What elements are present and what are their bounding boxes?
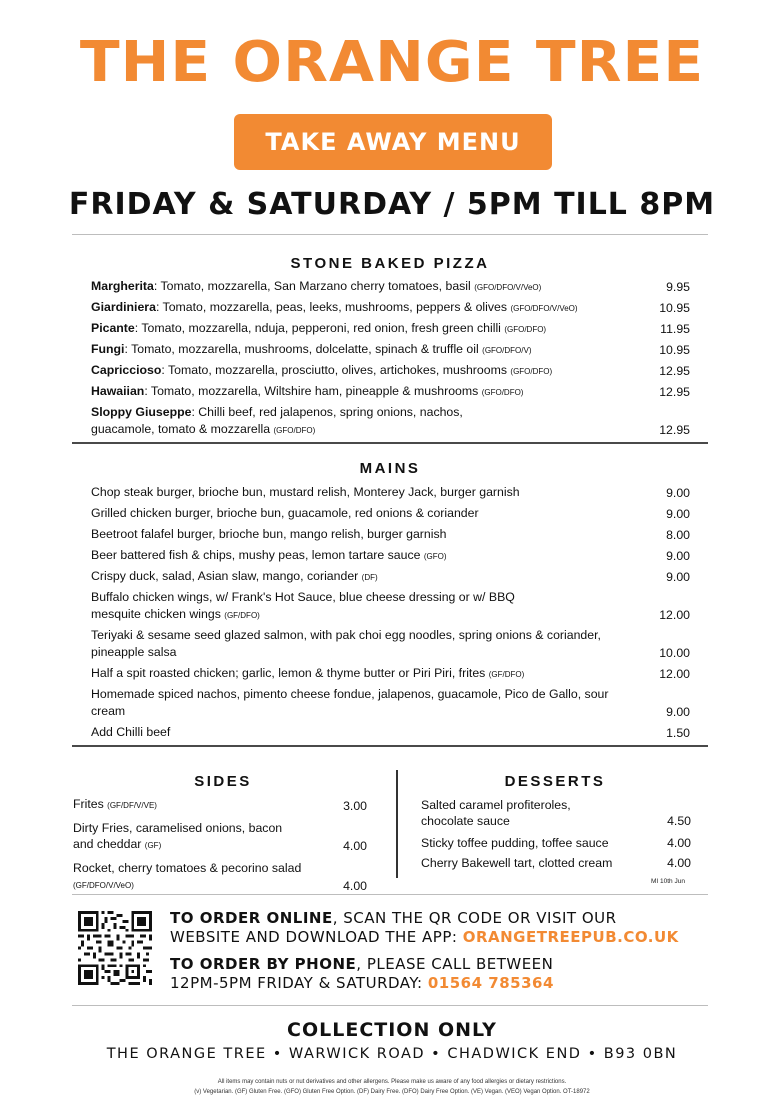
dietary-tag: (GF/DF/V/VE)	[107, 801, 157, 810]
item-description: : Tomato, mozzarella, Wiltshire ham, pineapple & mushrooms	[144, 384, 482, 398]
item-description: : Tomato, mozzarella, nduja, pepperoni, red onion, fresh green chilli	[134, 321, 505, 335]
item-description: : Chilli beef, red jalapenos, spring onions, nachos, guacamole, tomato & mozzarella	[91, 405, 463, 436]
sides-list	[73, 796, 367, 900]
order-phone-label: TO ORDER BY PHONE	[170, 955, 357, 973]
item-price: 3.00	[343, 799, 367, 813]
item-name: Picante	[91, 321, 135, 335]
item-price: 11.95	[660, 322, 690, 336]
divider	[72, 894, 708, 895]
restaurant-title: THE ORANGE TREE	[79, 30, 705, 95]
menu-item	[91, 404, 690, 439]
menu-item	[73, 860, 367, 894]
menu-item	[73, 796, 367, 814]
item-price: 12.95	[659, 385, 690, 399]
section-heading-sides: SIDES	[194, 773, 252, 790]
take-away-badge: TAKE AWAY MENU	[234, 114, 552, 170]
item-name: Fungi	[91, 342, 125, 356]
dietary-tag: (GFO/DFO)	[273, 426, 316, 435]
dietary-tag: (GFO/DFO/V/VeO)	[474, 283, 542, 292]
menu-item	[91, 278, 690, 296]
menu-version-note: MI 10th Jun	[651, 878, 685, 885]
item-name: Capriccioso	[91, 363, 162, 377]
menu-item	[91, 484, 690, 502]
address: THE ORANGE TREE • WARWICK ROAD • CHADWICK END • B93 0BN	[106, 1046, 678, 1062]
menu-item	[91, 589, 690, 624]
order-online-text	[170, 909, 679, 947]
menu-item	[91, 320, 690, 338]
item-price: 4.00	[667, 836, 691, 850]
collection-only-heading: COLLECTION ONLY	[287, 1019, 497, 1041]
dietary-tag: (GFO/DFO/V)	[482, 346, 532, 355]
mains-list	[91, 484, 690, 745]
allergen-line-2: (v) Vegetarian. (GF) Gluten Free. (GFO) Gluten Free Option. (DF) Dairy Free. (DFO) Dairy Free Option. (VE) Vegan. (VEO) Vegan Option. OT-18972	[194, 1089, 590, 1095]
item-description: Salted caramel profiteroles, chocolate sauce	[421, 798, 571, 828]
dietary-tag: (GFO/DFO)	[504, 325, 547, 334]
item-description: Beer battered fish & chips, mushy peas, lemon tartare sauce	[91, 548, 424, 562]
item-price: 4.00	[343, 879, 367, 893]
menu-item	[91, 686, 690, 721]
menu-item	[91, 547, 690, 565]
item-description: Homemade spiced nachos, pimento cheese fondue, jalapenos, guacamole, Pico de Gallo, sour cream	[91, 687, 609, 718]
item-price: 12.00	[659, 608, 690, 622]
menu-item	[91, 362, 690, 380]
item-price: 4.50	[667, 814, 691, 828]
opening-hours: FRIDAY & SATURDAY / 5PM TILL 8PM	[68, 187, 716, 222]
dietary-tag: (GF/DFO)	[224, 611, 260, 620]
item-description: Add Chilli beef	[91, 725, 171, 739]
dietary-tag: (GFO/DFO)	[510, 367, 553, 376]
section-heading-pizza: STONE BAKED PIZZA	[290, 255, 490, 272]
item-description: Cherry Bakewell tart, clotted cream	[421, 856, 613, 870]
menu-item	[91, 341, 690, 359]
section-heading-desserts: DESSERTS	[504, 773, 606, 790]
item-name: Sloppy Giuseppe	[91, 405, 192, 419]
dietary-tag: (GFO/DFO)	[481, 388, 524, 397]
divider	[72, 745, 708, 747]
menu-item	[91, 505, 690, 523]
item-description: Beetroot falafel burger, brioche bun, mango relish, burger garnish	[91, 527, 447, 541]
menu-item	[91, 724, 690, 742]
menu-item	[73, 820, 367, 854]
dietary-tag: (GF/DFO/V/VeO)	[73, 881, 134, 890]
order-online-instructions: , SCAN THE QR CODE OR VISIT OUR	[332, 909, 617, 927]
item-price: 8.00	[666, 528, 690, 542]
item-description: Half a spit roasted chicken; garlic, lemon & thyme butter or Piri Piri, frites	[91, 666, 489, 680]
divider	[72, 442, 708, 444]
item-description: Dirty Fries, caramelised onions, bacon and cheddar	[73, 821, 283, 851]
item-description: Rocket, cherry tomatoes & pecorino salad	[73, 861, 302, 875]
item-price: 9.95	[666, 280, 690, 294]
menu-item	[91, 299, 690, 317]
divider	[72, 1005, 708, 1006]
item-price: 9.00	[666, 507, 690, 521]
allergen-notice	[0, 1077, 784, 1097]
menu-item	[91, 383, 690, 401]
item-price: 9.00	[666, 705, 690, 719]
item-price: 9.00	[666, 570, 690, 584]
item-description: Crispy duck, salad, Asian slaw, mango, coriander	[91, 569, 362, 583]
desserts-list	[421, 797, 691, 877]
menu-item	[421, 855, 691, 871]
pizza-list	[91, 278, 690, 442]
item-price: 10.00	[659, 646, 690, 660]
column-divider	[396, 770, 398, 878]
item-description: Teriyaki & sesame seed glazed salmon, with pak choi egg noodles, spring onions & coriander, pineapple salsa	[91, 628, 601, 659]
item-price: 4.00	[343, 839, 367, 853]
menu-item	[421, 835, 691, 851]
menu-item	[91, 627, 690, 662]
order-phone-instructions: , PLEASE CALL BETWEEN	[356, 955, 554, 973]
divider	[72, 234, 708, 235]
phone-number-link[interactable]: 01564 785364	[427, 974, 554, 992]
dietary-tag: (GF/DFO)	[488, 670, 525, 679]
item-description: Chop steak burger, brioche bun, mustard relish, Monterey Jack, burger garnish	[91, 485, 520, 499]
section-heading-mains: MAINS	[359, 460, 421, 477]
item-price: 12.95	[659, 364, 690, 378]
item-description: : Tomato, mozzarella, mushrooms, dolcelatte, spinach & truffle oil	[124, 342, 483, 356]
item-price: 12.95	[659, 423, 690, 437]
menu-item	[91, 526, 690, 544]
dietary-tag: (DF)	[361, 573, 378, 582]
item-description: Frites	[73, 797, 108, 811]
qr-code-icon[interactable]	[78, 911, 152, 985]
order-online-instructions-2: WEBSITE AND DOWNLOAD THE APP:	[170, 928, 463, 946]
menu-item	[91, 665, 690, 683]
item-name: Giardiniera	[91, 300, 156, 314]
dietary-tag: (GFO/DFO/V/VeO)	[510, 304, 578, 313]
item-name: Margherita	[91, 279, 154, 293]
order-online-label: TO ORDER ONLINE	[170, 909, 333, 927]
menu-item	[91, 568, 690, 586]
item-price: 10.95	[659, 301, 690, 315]
item-description: : Tomato, mozzarella, prosciutto, olives, artichokes, mushrooms	[161, 363, 511, 377]
allergen-line-1: All items may contain nuts or nut derivatives and other allergens. Please make us aware of any food allergies or dietary restrictions.	[217, 1079, 567, 1085]
item-price: 4.00	[667, 856, 691, 870]
item-description: Grilled chicken burger, brioche bun, guacamole, red onions & coriander	[91, 506, 479, 520]
dietary-tag: (GF)	[144, 841, 162, 850]
item-price: 9.00	[666, 549, 690, 563]
item-description: : Tomato, mozzarella, peas, leeks, mushrooms, peppers & olives	[155, 300, 511, 314]
item-price: 1.50	[666, 726, 690, 740]
item-description: Buffalo chicken wings, w/ Frank's Hot Sauce, blue cheese dressing or w/ BBQ mesquite chicken wings	[91, 590, 515, 621]
item-name: Hawaiian	[91, 384, 145, 398]
order-phone-hours: 12PM-5PM FRIDAY & SATURDAY:	[170, 974, 428, 992]
order-phone-text	[170, 955, 554, 993]
item-description: : Tomato, mozzarella, San Marzano cherry tomatoes, basil	[153, 279, 475, 293]
menu-item	[421, 797, 691, 829]
dietary-tag: (GFO)	[423, 552, 447, 561]
website-link[interactable]: ORANGETREEPUB.CO.UK	[462, 928, 679, 946]
item-price: 9.00	[666, 486, 690, 500]
item-price: 12.00	[659, 667, 690, 681]
item-description: Sticky toffee pudding, toffee sauce	[421, 836, 609, 850]
item-price: 10.95	[659, 343, 690, 357]
